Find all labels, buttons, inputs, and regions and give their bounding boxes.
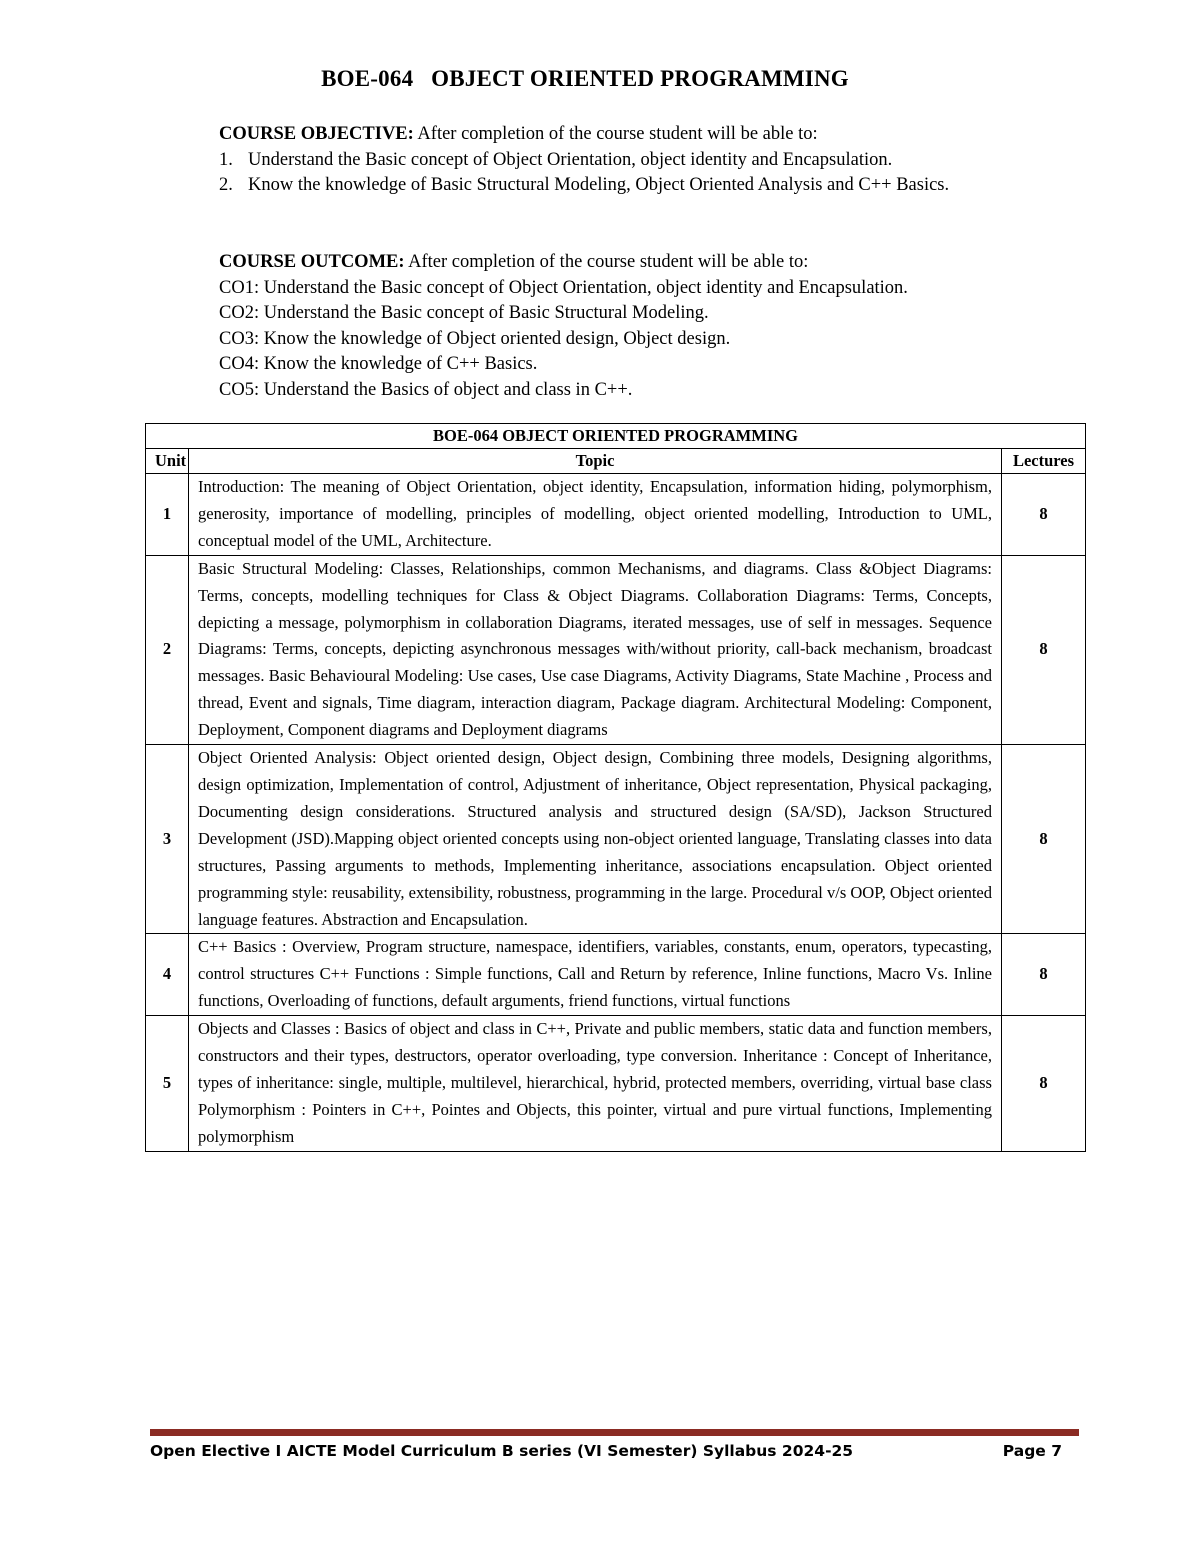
header-unit: Unit [146,449,189,474]
topic-cell: Objects and Classes : Basics of object and class in C++, Private and public members, static data and function members, constructors and their types, destructors, operator overloading, type conversion. Inheritance : Concept of Inheritance, types of inheritance: single, multiple, multilevel, hierarchical, hybrid, protected members, overriding, virtual base class Polymorphism : Pointers in C++, Pointes and Objects, this pointer, virtual and pure virtual functions, Implementing polymorphism [189,1016,1002,1152]
table-row [146,1016,1086,1152]
page-footer [150,1442,1062,1460]
table-row [146,474,1086,556]
course-objective-section [219,122,1049,199]
lectures-cell: 8 [1001,555,1085,744]
page-number: Page 7 [1002,1442,1062,1460]
course-outcome-intro: After completion of the course student will be able to: [404,252,809,272]
objective-item [219,148,1049,174]
objective-item [219,173,1049,199]
objective-item-text: Understand the Basic concept of Object Orientation, object identity and Encapsulation. [248,149,893,170]
lectures-cell: 8 [1001,745,1085,934]
outcome-item: CO1: Understand the Basic concept of Object Orientation, object identity and Encapsulation. [219,277,908,298]
topic-cell: C++ Basics : Overview, Program structure, namespace, identifiers, variables, constants, enum, operators, typecasting, control structures C++ Functions : Simple functions, Call and Return by reference, Inline functions, Macro Vs. Inline functions, Overloading of functions, default arguments, friend functions, virtual functions [189,934,1002,1016]
outcome-item: CO5: Understand the Basics of object and class in C++. [219,379,633,400]
topic-cell: Introduction: The meaning of Object Orientation, object identity, Encapsulation, information hiding, polymorphism, generosity, importance of modelling, principles of modelling, object oriented modelling, Introduction to UML, conceptual model of the UML, Architecture. [189,474,1002,556]
outcome-item: CO3: Know the knowledge of Object oriented design, Object design. [219,328,731,349]
course-outcome-heading [219,250,1049,276]
topic-cell: Object Oriented Analysis: Object oriented design, Object design, Combining three models, Designing algorithms, design optimization, Implementation of control, Adjustment of inheritance, Object representation, Physical packaging, Documenting design considerations. Structured analysis and structured design (SA/SD), Jackson Structured Development (JSD).Mapping object oriented concepts using non-object oriented language, Translating classes into data structures, Passing arguments to methods, Implementing inheritance, associations encapsulation. Object oriented programming style: reusability, extensibility, robustness, programming in the large. Procedural v/s OOP, Object oriented language features. Abstraction and Encapsulation. [189,745,1002,934]
outcome-item: CO2: Understand the Basic concept of Basic Structural Modeling. [219,303,709,323]
unit-cell: 4 [146,934,189,1016]
unit-cell: 5 [146,1016,189,1152]
header-topic: Topic [189,449,1002,474]
course-objective-label: COURSE OBJECTIVE: [219,124,414,144]
course-objective-heading [219,122,1049,148]
lectures-cell: 8 [1001,1016,1085,1152]
objective-item-number: 1. [219,149,233,170]
unit-cell: 1 [146,474,189,556]
outcome-item: CO4: Know the knowledge of C++ Basics. [219,354,538,374]
lectures-cell: 8 [1001,934,1085,1016]
page-title: BOE-064 OBJECT ORIENTED PROGRAMMING [321,66,849,91]
table-header-row [146,449,1086,474]
unit-cell: 3 [146,745,189,934]
table-row [146,934,1086,1016]
objective-item-number: 2. [219,175,233,195]
topic-cell: Basic Structural Modeling: Classes, Relationships, common Mechanisms, and diagrams. Class &Object Diagrams: Terms, concepts, modelling techniques for Class & Object Diagrams. Collaboration Diagrams: Terms, Concepts, depicting a message, polymorphism in collaboration Diagrams, iterated messages, use of self in messages. Sequence Diagrams: Terms, concepts, depicting asynchronous messages with/without priority, call-back mechanism, broadcast messages. Basic Behavioural Modeling: Use cases, Use case Diagrams, Activity Diagrams, State Machine , Process and thread, Event and signals, Time diagram, interaction diagram, Package diagram. Architectural Modeling: Component, Deployment, Component diagrams and Deployment diagrams [189,555,1002,744]
syllabus-table [145,423,1086,1152]
objective-item-text: Know the knowledge of Basic Structural Modeling, Object Oriented Analysis and C++ Basics. [248,175,950,195]
unit-cell: 2 [146,555,189,744]
table-row [146,555,1086,744]
header-lectures: Lectures [1001,449,1085,474]
table-caption: BOE-064 OBJECT ORIENTED PROGRAMMING [146,424,1086,449]
footer-divider [150,1429,1079,1436]
table-row [146,745,1086,934]
course-outcome-label: COURSE OUTCOME: [219,252,405,272]
lectures-cell: 8 [1001,474,1085,556]
course-outcome-section [219,250,1049,403]
table-caption-row [146,424,1086,449]
course-objective-intro: After completion of the course student will be able to: [413,124,818,144]
footer-text: Open Elective I AICTE Model Curriculum B series (VI Semester) Syllabus 2024-25 [150,1442,854,1460]
